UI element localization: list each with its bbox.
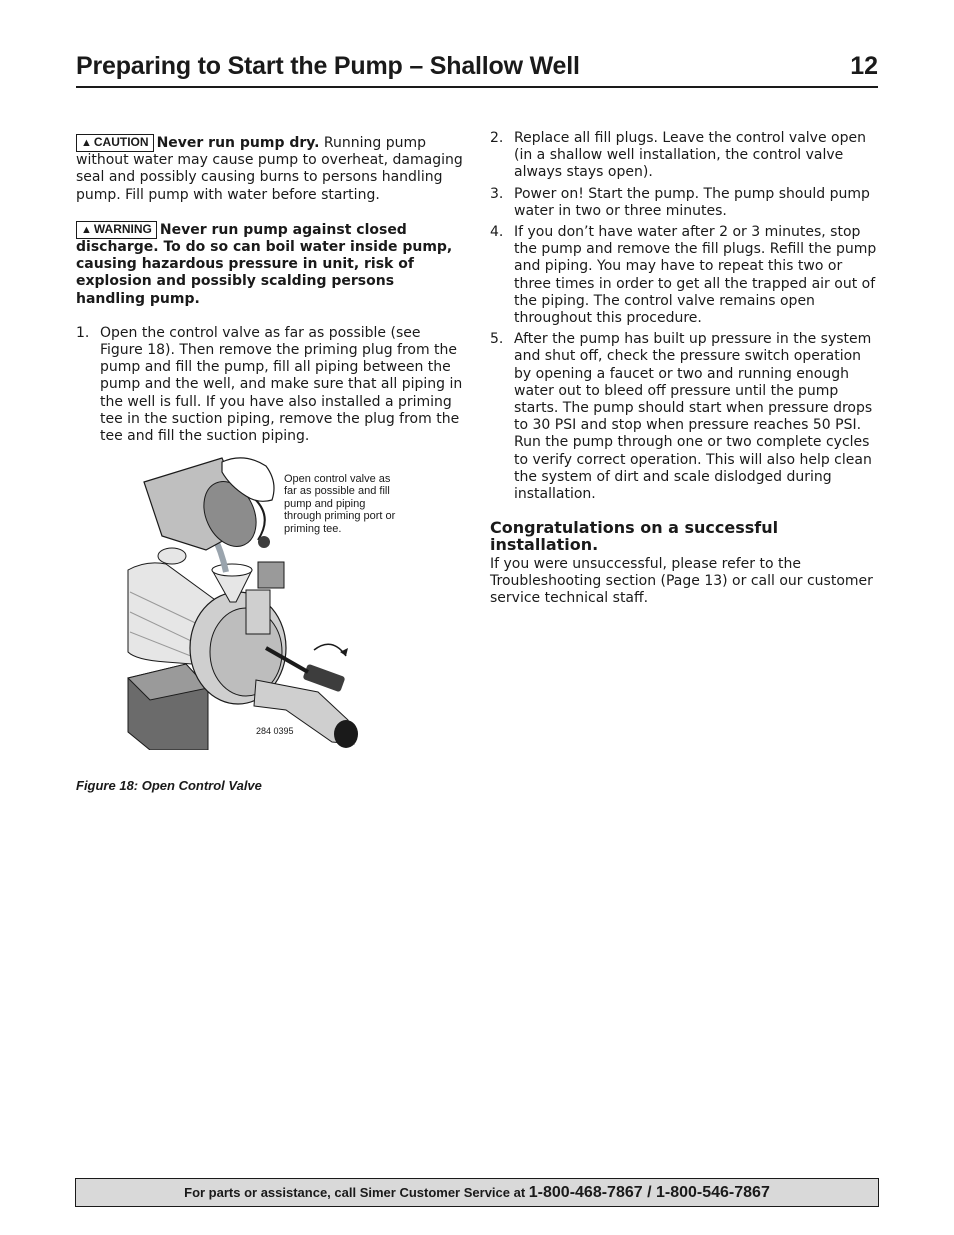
steps-list-left (76, 325, 464, 445)
figure-callout: Open control valve as far as possible and fill pump and piping through priming port or priming tee. (284, 473, 396, 535)
step-text: Open the control valve as far as possible (see Figure 18). Then remove the priming plug from the pump and fill the pump, fill all piping between the pump and the well, and make sure that all piping in the well is full. If you have also installed a priming tee in the suction piping, remove the plug from the tee and fill the suction piping. (100, 324, 463, 445)
page-number: 12 (850, 52, 878, 80)
left-column (76, 134, 464, 449)
page-header (76, 48, 878, 88)
step-number: 5. (490, 331, 504, 348)
steps-list-right (490, 130, 878, 503)
warning-badge-label: WARNING (93, 221, 152, 236)
right-column (490, 130, 878, 607)
footer-phone: 1-800-468-7867 / 1-800-546-7867 (528, 1184, 770, 1201)
page-title: Preparing to Start the Pump – Shallow Well (76, 52, 580, 80)
step-item (490, 331, 878, 503)
warning-triangle-icon: ▲ (81, 137, 92, 149)
step-number: 3. (490, 185, 504, 202)
warning-badge (76, 221, 157, 239)
step-number: 4. (490, 224, 504, 241)
step-text: Replace all fill plugs. Leave the control valve open (in a shallow well installation, the control valve always stays open). (514, 130, 866, 181)
congrats-text: If you were unsuccessful, please refer to the Troubleshooting section (Page 13) or call our customer service technical staff. (490, 555, 873, 607)
congrats-title: Congratulations on a successful installation. (490, 518, 779, 555)
figure-caption: Figure 18: Open Control Valve (76, 778, 262, 793)
warning-triangle-icon: ▲ (81, 223, 92, 236)
step-item (490, 224, 878, 327)
step-text: After the pump has built up pressure in the system and shut off, check the pressure switch operation by opening a faucet or two and running enough water out to bleed off pressure until the pump starts. The pump should start when pressure drops to 30 PSI and stop when pressure reaches 50 PSI. Run the pump through one or two complete cycles to verify correct operation. This will also help clean the system of dirt and scale dislodged during installation. (514, 331, 873, 503)
step-number: 1. (76, 324, 90, 341)
step-item (490, 186, 878, 220)
footer-bar (75, 1178, 879, 1207)
step-item (490, 130, 878, 182)
footer-text: For parts or assistance, call Simer Customer Service at (184, 1185, 529, 1200)
step-text: Power on! Start the pump. The pump should pump water in two or three minutes. (514, 185, 870, 219)
caution-bold: Never run pump dry. (156, 135, 320, 151)
caution-badge-label: CAUTION (93, 135, 149, 149)
step-number: 2. (490, 130, 504, 146)
step-item (76, 325, 464, 445)
warning-bold: Never run pump against closed discharge. To do so can boil water inside pump, causing hazardous pressure in unit, risk of explosion and possibly scalding persons handling pump. (76, 221, 453, 307)
caution-notice (76, 134, 464, 204)
caution-text: Running pump without water may cause pump to overheat, damaging seal and possibly causing burns to persons handling pump. Fill pump with water before starting. (76, 135, 463, 203)
warning-notice (76, 221, 464, 308)
figure-id: 284 0395 (256, 726, 294, 736)
step-text: If you don’t have water after 2 or 3 minutes, stop the pump and remove the fill plugs. Refill the pump and piping. You may have to repeat this two or three times in order to get all the trapped air out of the piping. The control valve remains open throughout this procedure. (514, 224, 877, 327)
caution-badge (76, 134, 154, 152)
